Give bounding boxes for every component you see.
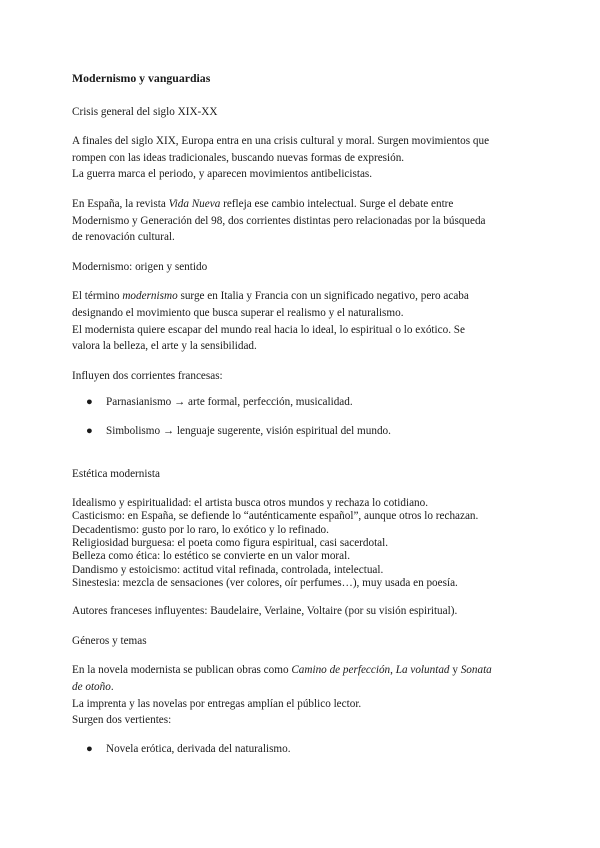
paragraph-line: Surgen dos vertientes: — [72, 714, 172, 727]
paragraph-line: A finales del siglo XIX, Europa entra en una crisis cultural y moral. Surgen movimientos que — [72, 135, 490, 148]
paragraph-line: designando el movimiento que busca superar el realismo y el naturalismo. — [72, 306, 404, 319]
aesthetics-line: Decadentismo: gusto por lo raro, lo exótico y lo refinado. — [72, 523, 329, 536]
text-run: En España, la revista — [72, 197, 169, 210]
bullet-list-influences — [72, 394, 542, 439]
text-run: El término — [72, 290, 123, 303]
document-body — [72, 70, 542, 757]
aesthetics-lines — [72, 497, 542, 590]
paragraph-line — [72, 288, 542, 305]
list-item — [86, 423, 542, 440]
list-item — [86, 394, 542, 411]
paragraph-line: rompen con las ideas tradicionales, buscando nuevas formas de expresión. — [72, 151, 405, 164]
paragraph-line: La guerra marca el periodo, y aparecen movimientos antibelicistas. — [72, 168, 373, 181]
bullet-icon: ● — [86, 424, 93, 437]
paragraph-influences: Influyen dos corrientes francesas: — [72, 369, 223, 382]
aesthetics-line: Sinestesia: mezcla de sensaciones (ver colores, oír perfumes…), muy usada en poesía. — [72, 576, 458, 589]
paragraph-line — [72, 679, 542, 696]
text-run: refleja ese cambio intelectual. Surge el debate entre — [220, 197, 454, 210]
bullet-icon: ● — [86, 742, 93, 755]
text-run: y — [449, 664, 461, 677]
document-title: Modernismo y vanguardias — [72, 71, 211, 85]
section-heading-aesthetics: Estética modernista — [72, 467, 160, 480]
text-run: . — [110, 680, 114, 693]
aesthetics-line: Dandismo y estoicismo: actitud vital refinada, controlada, intelectual. — [72, 563, 384, 576]
list-item — [86, 741, 542, 758]
magazine-title: Vida Nueva — [168, 197, 221, 210]
paragraph-origin — [72, 288, 542, 354]
list-item-text: Simbolismo → lenguaje sugerente, visión espiritual del mundo. — [106, 424, 391, 437]
text-run: En la novela modernista se publican obras como — [72, 664, 292, 677]
paragraph-line: La imprenta y las novelas por entregas amplían el público lector. — [72, 697, 362, 710]
text-run: , — [390, 664, 396, 677]
paragraph-crisis — [72, 133, 542, 183]
work-title: La voluntad — [395, 664, 450, 677]
paragraph-spain — [72, 196, 542, 246]
list-item-text: Parnasianismo → arte formal, perfección, musicalidad. — [106, 396, 353, 409]
text-run: surge en Italia y Francia con un significado negativo, pero acaba — [177, 290, 469, 303]
aesthetics-line: Religiosidad burguesa: el poeta como figura espiritual, casi sacerdotal. — [72, 536, 389, 549]
aesthetics-line: Casticismo: en España, se defiende lo “auténticamente español”, aunque otros lo rechazan. — [72, 510, 479, 523]
bullet-list-branches — [72, 741, 542, 758]
paragraph-authors: Autores franceses influyentes: Baudelaire, Verlaine, Voltaire (por su visión espiritual). — [72, 605, 458, 618]
aesthetics-line: Idealismo y espiritualidad: el artista busca otros mundos y rechaza lo cotidiano. — [72, 497, 429, 510]
work-title: de otoño — [72, 680, 111, 693]
paragraph-novels — [72, 662, 542, 728]
term-modernismo: modernismo — [122, 290, 178, 303]
list-item-text: Novela erótica, derivada del naturalismo. — [106, 742, 291, 755]
aesthetics-line: Belleza como ética: lo estético se convierte en un valor moral. — [72, 550, 351, 563]
work-title: Sonata — [460, 664, 492, 677]
work-title: Camino de perfección — [291, 664, 391, 677]
section-heading-genres: Géneros y temas — [72, 634, 147, 647]
paragraph-line: valora la belleza, el arte y la sensibilidad. — [72, 340, 257, 353]
paragraph-line: El modernista quiere escapar del mundo real hacia lo ideal, lo espiritual o lo exótico. Se — [72, 323, 465, 336]
paragraph-line — [72, 196, 542, 213]
paragraph-line — [72, 662, 542, 679]
paragraph-line: de renovación cultural. — [72, 231, 175, 244]
paragraph-line: Modernismo y Generación del 98, dos corrientes distintas pero relacionadas por la búsqueda — [72, 214, 486, 227]
section-heading-origin: Modernismo: origen y sentido — [72, 260, 208, 273]
bullet-icon: ● — [86, 396, 93, 409]
section-heading-crisis: Crisis general del siglo XIX-XX — [72, 105, 218, 118]
